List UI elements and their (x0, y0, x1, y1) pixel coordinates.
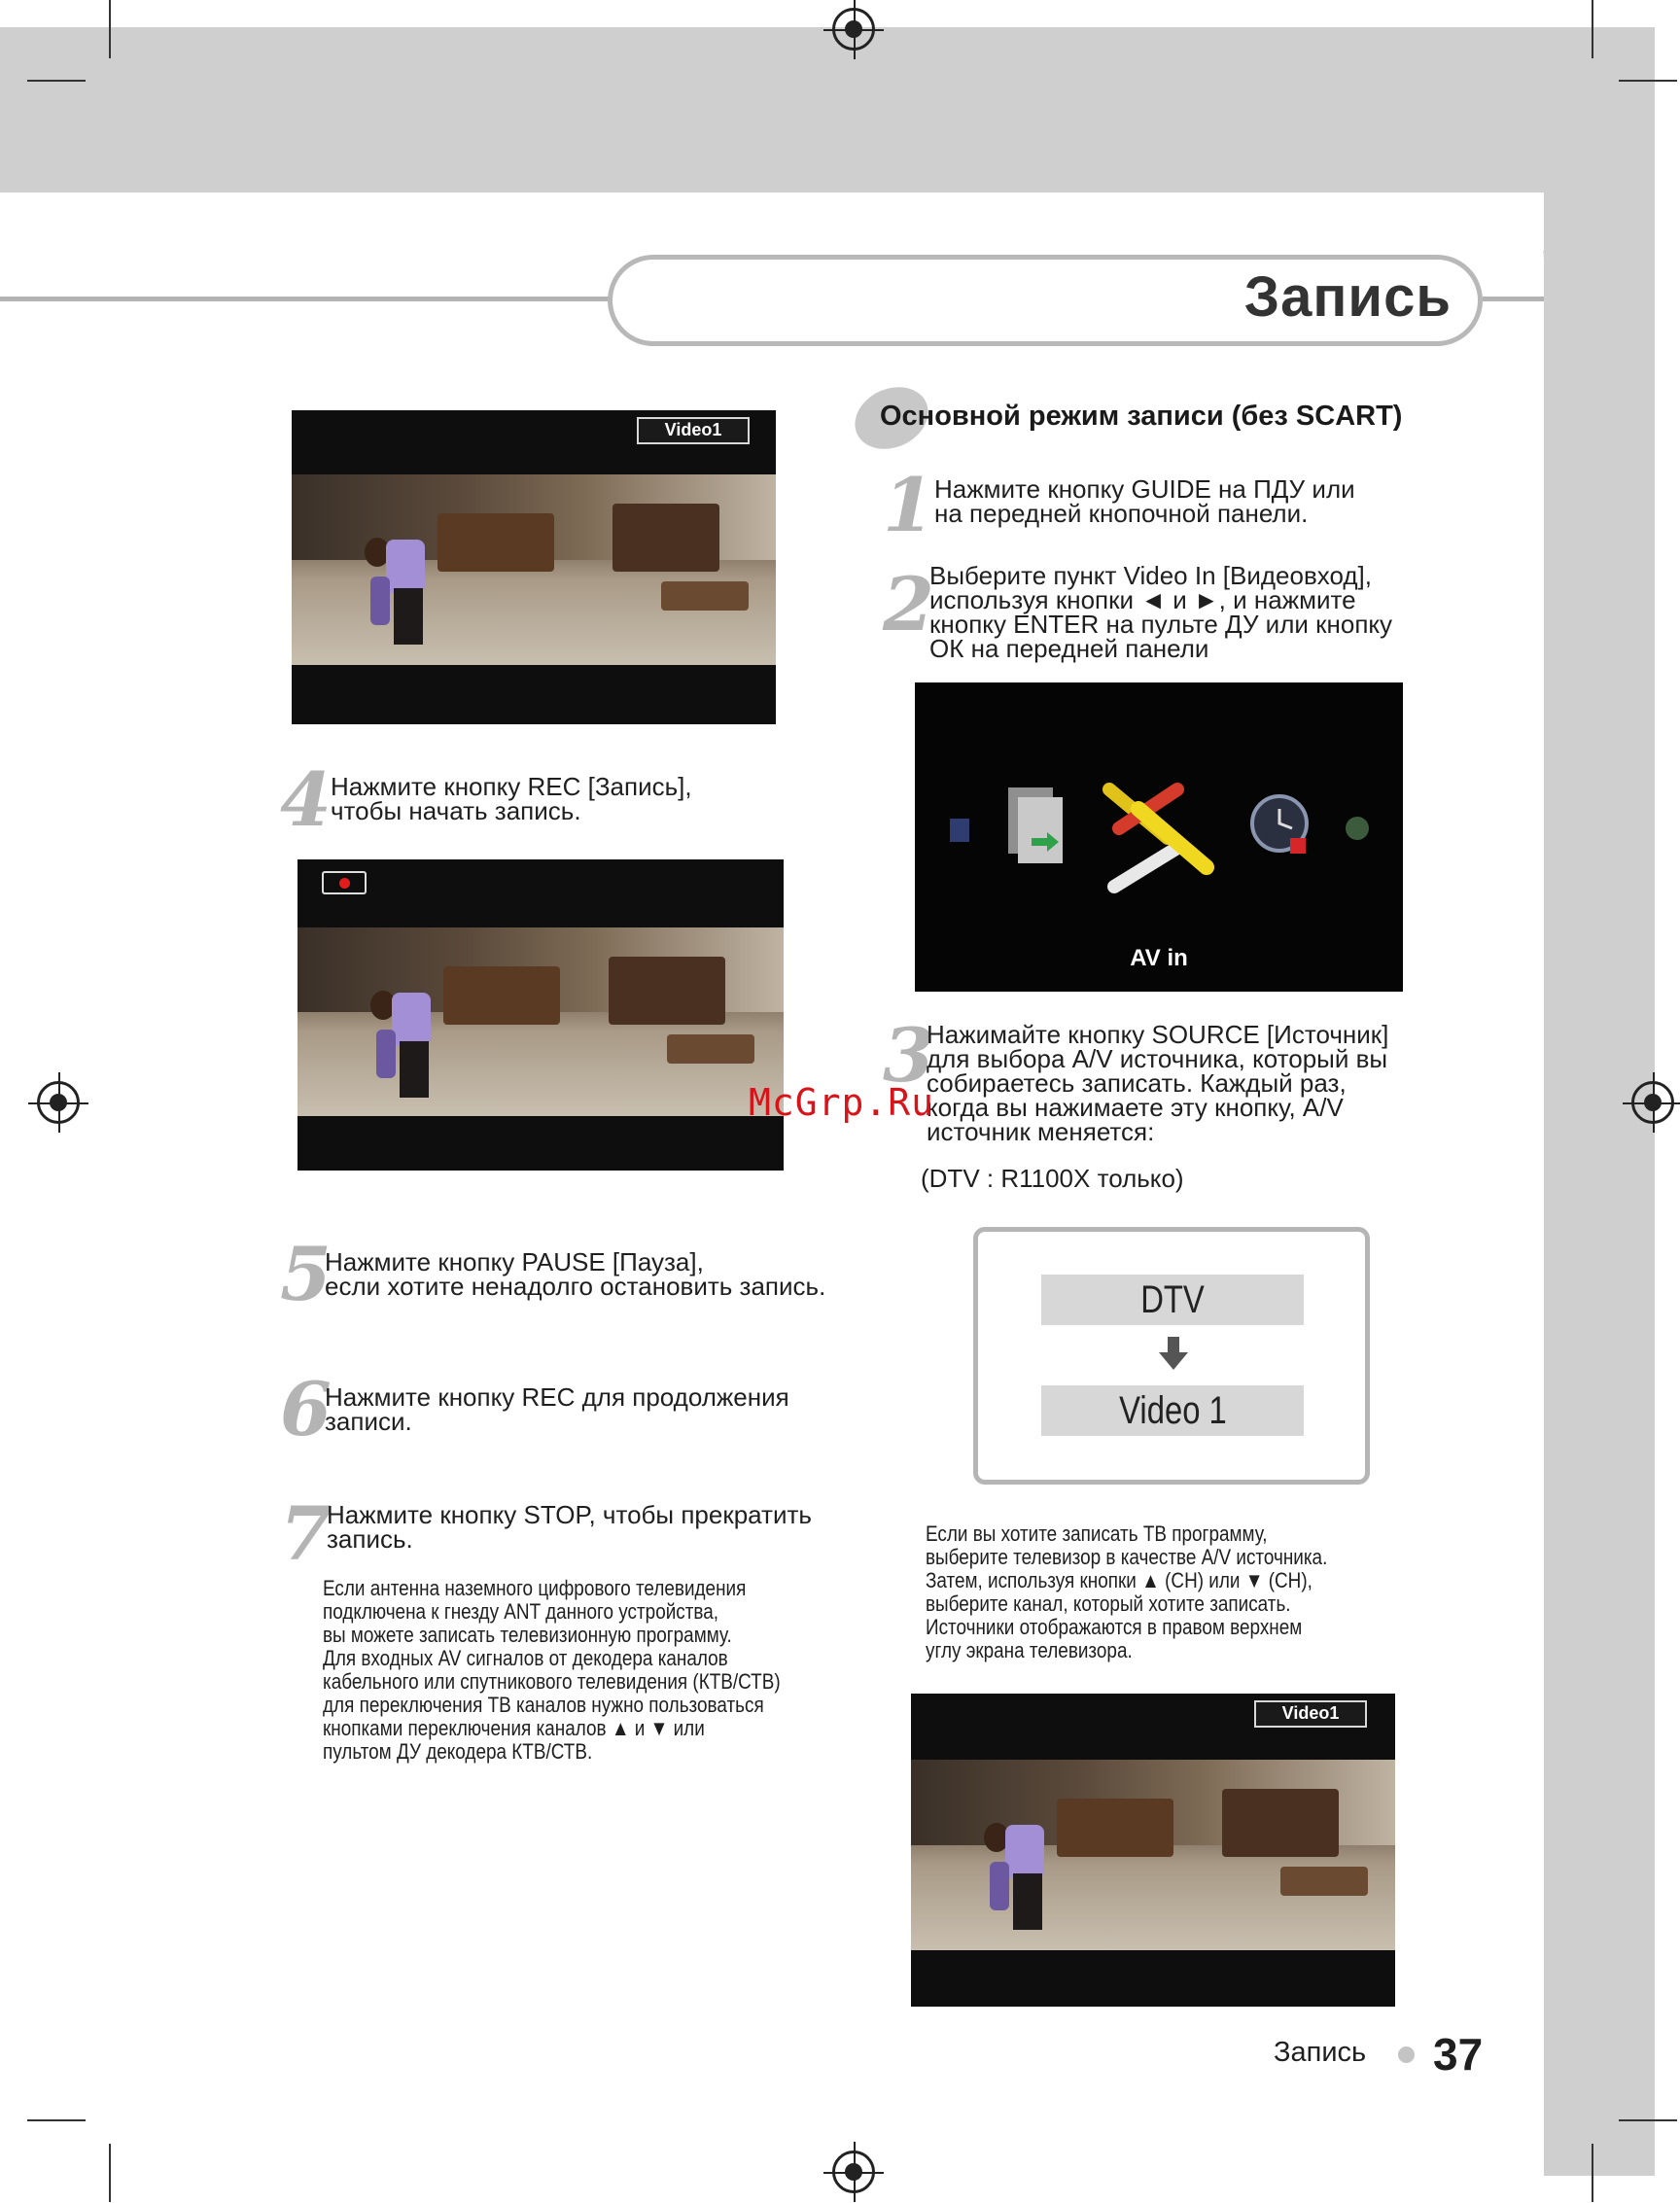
step-number: 4 (280, 756, 332, 843)
step-text: Нажимайте кнопку SOURCE [Источник] для выбора A/V источника, который вы собираетесь записать. Каждый раз, когда вы нажимаете эту кнопку, A/V источник меняется: (927, 1020, 1389, 1146)
crop-mark (27, 80, 86, 82)
av-in-label: AV in (1130, 945, 1188, 971)
step-text: Выберите пункт Video In [Видеовход], используя кнопки ◄ и ►, и нажмите кнопку ENTER на пульте ДУ или кнопку ОК на передней панели (929, 561, 1393, 663)
step-number: 7 (280, 1490, 332, 1577)
step-number: 2 (883, 561, 934, 647)
screenshot-av-menu (915, 682, 1403, 992)
arrow-down-icon (1159, 1337, 1188, 1372)
page-title: Запись (1243, 265, 1452, 329)
title-rule-right (1483, 297, 1544, 301)
source-dtv-label: DTV (1140, 1278, 1205, 1321)
crop-mark (1619, 2119, 1677, 2121)
video1-badge: Video1 (637, 417, 750, 444)
source-video1-label: Video 1 (1118, 1389, 1227, 1432)
screenshot-video1-bottom (911, 1694, 1395, 2007)
step-text: Нажмите кнопку REC для продолжения записи. (325, 1382, 789, 1436)
section-heading: Основной режим записи (без SCART) (880, 401, 1403, 432)
page-body-top (0, 192, 1544, 251)
title-rule-left (0, 297, 612, 301)
crop-mark (27, 2119, 86, 2121)
screenshot-recording (298, 859, 784, 1171)
step-text: Нажмите кнопку PAUSE [Пауза], если хотите ненадолго остановить запись. (325, 1247, 826, 1301)
video1-badge: Video1 (1254, 1700, 1367, 1728)
crop-mark (109, 0, 111, 58)
registration-mark-icon (832, 2151, 875, 2193)
registration-mark-icon (1631, 1081, 1674, 1124)
video-scene (292, 474, 776, 665)
note-tv-program: Если вы хотите записать ТВ программу, выберите телевизор в качестве A/V источника. Затем, используя кнопки ▲ (CH) или ▼ (CH), выберите канал, который хотите записать. Источники отображаются в правом верхнем углу экрана телевизора. (926, 1521, 1328, 1662)
footer-bullet (1398, 2046, 1415, 2063)
watermark: McGrp.Ru (749, 1081, 935, 1124)
step-number: 5 (280, 1231, 332, 1317)
note-antenna: Если антенна наземного цифрового телевидения подключена к гнезду ANT данного устройства, вы можете записать телевизионную программу. Для входных AV сигналов от декодера каналов кабельного или спутникового телевидения (КТВ/СТВ) для переключения ТВ каналов нужно пользоваться кнопками переключения каналов ▲ и ▼ или пультом ДУ декодера КТВ/СТВ. (323, 1576, 781, 1764)
footer-section-label: Запись (1274, 2037, 1367, 2068)
step-text: Нажмите кнопку GUIDE на ПДУ или на передней кнопочной панели. (934, 474, 1355, 528)
source-video1 (1041, 1385, 1304, 1436)
step-text: Нажмите кнопку STOP, чтобы прекратить запись. (327, 1500, 812, 1554)
registration-mark-icon (832, 8, 875, 51)
step-text: Нажмите кнопку REC [Запись], чтобы начать запись. (331, 772, 692, 825)
header-band (0, 27, 1655, 192)
source-diagram (973, 1227, 1370, 1485)
crop-mark (1592, 0, 1593, 58)
video-scene (911, 1760, 1395, 1950)
page-number: 37 (1433, 2029, 1484, 2080)
step-number: 3 (883, 1012, 934, 1099)
crop-mark (1619, 80, 1677, 82)
right-margin-band (1544, 192, 1655, 2176)
registration-mark-icon (37, 1081, 80, 1124)
crop-mark (109, 2144, 111, 2202)
step-number: 1 (883, 462, 934, 548)
source-dtv (1041, 1275, 1304, 1325)
record-icon (322, 871, 367, 894)
video-scene (298, 927, 784, 1116)
dtv-note: (DTV : R1100X только) (921, 1164, 1184, 1193)
screenshot-video1-top (292, 410, 776, 724)
crop-mark (1592, 2144, 1593, 2202)
step-number: 6 (280, 1366, 332, 1452)
